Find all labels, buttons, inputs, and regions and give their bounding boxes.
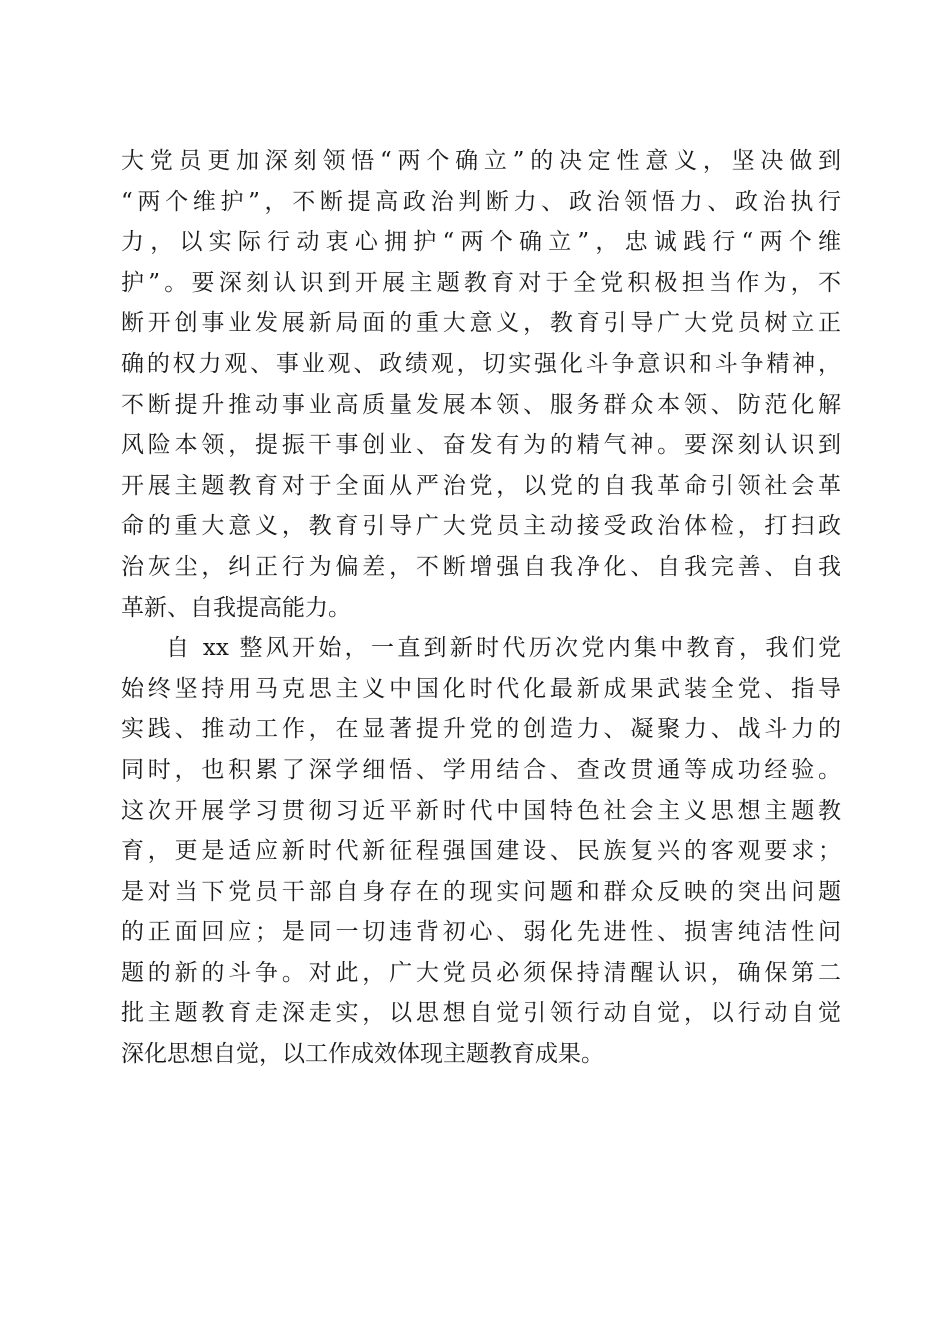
text-line: “两个维护”，不断提高政治判断力、政治领悟力、政治执行 <box>121 188 841 215</box>
text-line: 的正面回应；是同一切违背初心、弱化先进性、损害纯洁性问 <box>121 919 841 946</box>
text-line: 护”。要深刻认识到开展主题教育对于全党积极担当作为，不 <box>121 269 841 296</box>
text-line: 批主题教育走深走实，以思想自觉引领行动自觉，以行动自觉 <box>121 1000 841 1027</box>
document-body <box>121 141 841 1075</box>
text-line: 确的权力观、事业观、政绩观，切实强化斗争意识和斗争精神， <box>121 350 841 377</box>
paragraph-2 <box>121 628 841 1075</box>
paragraph-1 <box>121 141 841 628</box>
text-line: 不断提升推动事业高质量发展本领、服务群众本领、防范化解 <box>121 391 841 418</box>
text-line: 实践、推动工作，在显著提升党的创造力、凝聚力、战斗力的 <box>121 716 841 743</box>
text-line: 自 xx 整风开始，一直到新时代历次党内集中教育，我们党 <box>166 635 841 662</box>
text-line: 同时，也积累了深学细悟、学用结合、查改贯通等成功经验。 <box>121 756 841 783</box>
text-line: 开展主题教育对于全面从严治党，以党的自我革命引领社会革 <box>121 472 841 499</box>
text-line: 治灰尘，纠正行为偏差，不断增强自我净化、自我完善、自我 <box>121 553 841 580</box>
text-line: 大党员更加深刻领悟“两个确立”的决定性意义，坚决做到 <box>121 148 841 174</box>
text-line: 题的新的斗争。对此，广大党员必须保持清醒认识，确保第二 <box>121 959 841 986</box>
text-line: 命的重大意义，教育引导广大党员主动接受政治体检，打扫政 <box>121 513 841 540</box>
text-line: 这次开展学习贯彻习近平新时代中国特色社会主义思想主题教 <box>121 797 841 824</box>
text-line: 革新、自我提高能力。 <box>121 594 351 621</box>
text-line: 育，更是适应新时代新征程强国建设、民族复兴的客观要求； <box>121 838 841 865</box>
text-line: 是对当下党员干部自身存在的现实问题和群众反映的突出问题 <box>121 878 841 905</box>
text-line: 力，以实际行动衷心拥护“两个确立”，忠诚践行“两个维 <box>121 229 841 256</box>
text-line: 深化思想自觉，以工作成效体现主题教育成果。 <box>121 1041 604 1068</box>
text-line: 始终坚持用马克思主义中国化时代化最新成果武装全党、指导 <box>121 675 841 702</box>
text-line: 风险本领，提振干事创业、奋发有为的精气神。要深刻认识到 <box>121 432 841 459</box>
text-line: 断开创事业发展新局面的重大意义，教育引导广大党员树立正 <box>121 310 841 337</box>
